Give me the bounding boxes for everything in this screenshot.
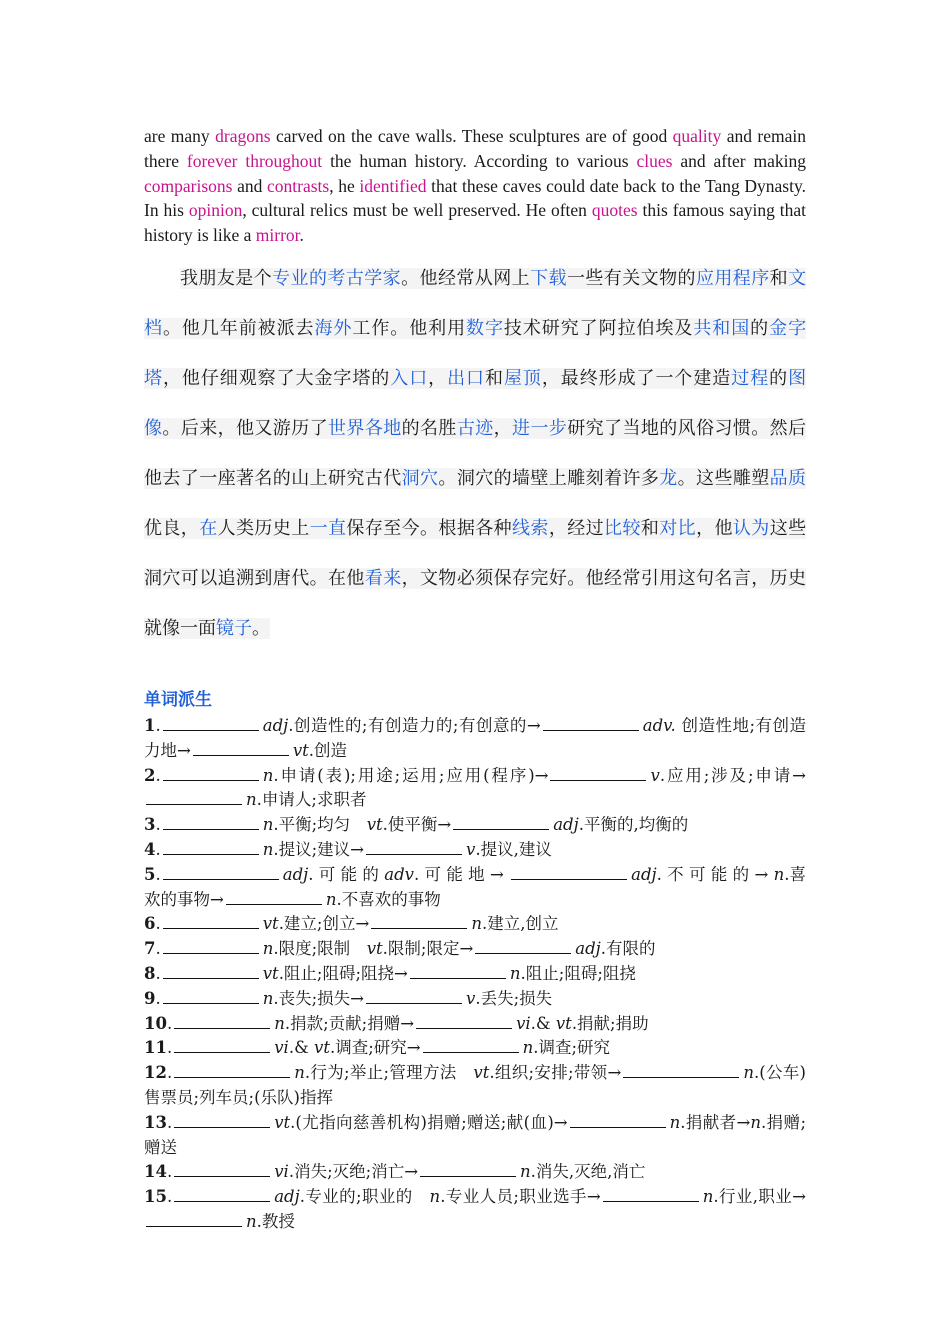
definition-text: .捐献;捐助 (571, 1013, 649, 1033)
part-of-speech: adj (553, 815, 579, 835)
highlighted-vocab-phrase: 金字塔 (144, 317, 807, 389)
part-of-speech: n (773, 864, 785, 884)
passage-text: , he (329, 175, 360, 196)
highlighted-vocab-phrase: 认为 (732, 517, 770, 539)
passage-text: 和 (769, 267, 789, 289)
answer-blank[interactable] (174, 1061, 290, 1078)
definition-text: .教授 (256, 1211, 295, 1231)
answer-blank[interactable] (511, 863, 627, 880)
part-of-speech: adj (274, 1187, 300, 1207)
item-number: 9 (144, 988, 156, 1008)
definition-text: .提议;建议→ (273, 839, 365, 859)
item-number: 11 (144, 1038, 167, 1058)
part-of-speech: n (471, 914, 482, 934)
derivation-item: 11. vi.& vt.调查;研究→ n.调查;研究 (144, 1038, 611, 1058)
definition-text: .组织;安排;带领→ (489, 1063, 622, 1083)
highlighted-vocab-phrase: 入口 (390, 367, 429, 389)
chinese-passage (144, 254, 806, 654)
part-of-speech: v (466, 839, 476, 859)
item-number: 13 (144, 1112, 167, 1132)
passage-text: and remain there (144, 126, 807, 171)
answer-blank[interactable] (146, 1210, 242, 1227)
definition-text: . 可 能 的 (308, 864, 385, 884)
part-of-speech: n (262, 939, 274, 959)
derivation-item: 14. vi.消失;灭绝;消亡→ n.消失,灭绝,消亡 (144, 1162, 646, 1182)
highlighted-vocab-word: forever throughout (186, 150, 323, 171)
definition-text: .有限的 (600, 939, 656, 959)
passage-text: and (232, 175, 268, 196)
derivation-item: 9. n.丧失;损失→ v.丢失;损失 (144, 988, 553, 1008)
answer-blank[interactable] (146, 788, 242, 805)
highlighted-vocab-phrase: 对比 (659, 517, 697, 539)
part-of-speech: n (246, 790, 257, 810)
highlighted-vocab-phrase: 专业的考古学家 (272, 267, 402, 289)
passage-text: the human history. According to various (322, 150, 637, 171)
highlighted-vocab-word: quotes (591, 200, 638, 221)
highlighted-vocab-phrase: 出口 (447, 367, 485, 389)
passage-text: ， (428, 367, 448, 389)
definition-text: .专业人员;职业选手→ (440, 1187, 601, 1207)
part-of-speech: n (294, 1063, 305, 1083)
highlighted-vocab-phrase: 洞穴 (401, 467, 439, 489)
definition-text: .申请人;求职者 (256, 790, 367, 810)
part-of-speech: vt (366, 939, 383, 959)
answer-blank[interactable] (174, 1185, 270, 1202)
answer-blank[interactable] (174, 1036, 270, 1053)
highlighted-vocab-phrase: 龙 (659, 467, 678, 489)
highlighted-vocab-phrase: 过程 (731, 367, 770, 389)
part-of-speech: vt (555, 1013, 572, 1033)
definition-text: .消失;灭绝;消亡→ (288, 1162, 419, 1182)
definition-text: .建立;创立→ (278, 914, 370, 934)
definition-text: .平衡的,均衡的 (578, 815, 689, 835)
passage-text: 。他经常从网上 (401, 267, 531, 289)
highlighted-vocab-phrase: 在 (199, 517, 218, 539)
part-of-speech: n (325, 889, 337, 909)
part-of-speech: n (669, 1112, 681, 1132)
answer-blank[interactable] (410, 962, 506, 979)
derivation-item: 15. adj.专业的;职业的 n.专业人员;职业选手→ n.行业,职业→n.教授 (144, 1187, 806, 1231)
answer-blank[interactable] (366, 838, 462, 855)
passage-text: 一些有关文物的 (566, 267, 696, 289)
part-of-speech: vi (516, 1013, 531, 1033)
answer-blank[interactable] (226, 888, 322, 905)
definition-text: .创造性的;有创造力的;有创意的→ (288, 715, 541, 735)
highlighted-vocab-phrase: 世界各地 (328, 417, 402, 439)
definition-text: .行业,职业→ (713, 1187, 806, 1207)
answer-blank[interactable] (423, 1036, 519, 1053)
answer-blank[interactable] (163, 813, 259, 830)
highlighted-vocab-phrase: 下载 (530, 267, 567, 289)
answer-blank[interactable] (163, 987, 259, 1004)
definition-text: .喜欢的事物→ (144, 864, 807, 909)
passage-text: 的 (750, 317, 770, 339)
answer-blank[interactable] (371, 912, 467, 929)
answer-blank[interactable] (163, 714, 259, 731)
item-number: 14 (144, 1162, 167, 1182)
item-number: 6 (144, 914, 156, 934)
answer-blank[interactable] (475, 937, 571, 954)
definition-text: .不喜欢的事物 (336, 889, 441, 909)
item-number: 10 (144, 1013, 167, 1033)
definition-text: .丧失;损失→ (273, 988, 365, 1008)
derivation-item: 10. n.捐款;贡献;捐赠→ vi.& vt.捐献;捐助 (144, 1013, 649, 1033)
definition-text: .平衡;均匀 (273, 815, 367, 835)
highlighted-vocab-phrase: 线索 (512, 517, 549, 539)
passage-text: 人类历史上 (217, 517, 310, 539)
answer-blank[interactable] (366, 987, 462, 1004)
highlighted-vocab-phrase: 品质 (769, 467, 807, 489)
passage-text: 的名胜 (401, 417, 457, 439)
part-of-speech: n (262, 815, 274, 835)
highlighted-vocab-word: quality (672, 126, 722, 146)
highlighted-vocab-word: clues (636, 150, 673, 171)
definition-text: 创造性地;有创造力地→ (144, 715, 806, 760)
part-of-speech: n (274, 1013, 285, 1033)
highlighted-vocab-word: comparisons (144, 175, 233, 196)
part-of-speech: n (246, 1211, 257, 1231)
passage-text: 和 (484, 367, 504, 389)
passage-text: 工作。他利用 (352, 317, 467, 339)
answer-blank[interactable] (623, 1061, 739, 1078)
passage-text: ，文物必须保存完好。他经常引用这句名言，历史就像一面 (144, 567, 807, 639)
highlighted-vocab-phrase: 数字 (466, 317, 504, 339)
passage-text: 优良， (144, 517, 200, 539)
passage-text: 。 (252, 617, 270, 639)
passage-text: this famous saying that history is like a (144, 200, 807, 246)
answer-blank[interactable] (174, 1111, 270, 1128)
definition-text: .使平衡→ (382, 815, 452, 835)
definition-text: .捐献者→ (680, 1112, 751, 1132)
definition-text: .(公车)售票员;列车员;(乐队)指挥 (144, 1063, 806, 1107)
definition-text: . 不 可 能 的 → (656, 864, 774, 884)
passage-text: 技术研究了阿拉伯埃及 (503, 317, 694, 339)
highlighted-vocab-word: mirror (255, 225, 300, 246)
passage-text: 。这些雕塑 (677, 467, 770, 489)
passage-text: ，经过 (548, 517, 605, 539)
part-of-speech: n (509, 963, 521, 983)
part-of-speech: n (750, 1112, 762, 1132)
passage-text: 。后来，他又游历了 (162, 417, 329, 439)
definition-text: .调查;研究 (533, 1038, 611, 1058)
part-of-speech: vt (314, 1038, 330, 1058)
definition-text: .& (530, 1013, 556, 1033)
passage-text: 。他几年前被派去 (162, 317, 315, 339)
highlighted-vocab-phrase: 进一步 (512, 417, 568, 439)
answer-blank[interactable] (416, 1012, 512, 1029)
definition-text: .捐赠;赠送 (144, 1112, 807, 1157)
passage-text: , cultural relics must be well preserved. He often (242, 200, 592, 221)
definition-text: .阻止;阻碍;阻挠 (520, 963, 636, 983)
definition-text: .消失,灭绝,消亡 (530, 1162, 646, 1182)
part-of-speech: vt (473, 1063, 490, 1083)
definition-text: .丢失;损失 (475, 988, 553, 1008)
part-of-speech: v (650, 765, 660, 785)
derivation-item: 12. n.行为;举止;管理方法 vt.组织;安排;带领→ n.(公车)售票员;列车员;(乐队)指挥 (144, 1063, 806, 1107)
item-number: 4 (144, 839, 156, 859)
passage-text: 研究了当地的风俗习惯。然后他去了一座著名的山上研究古代 (144, 417, 807, 489)
derivation-item: 3. n.平衡;均匀 vt.使平衡→ adj.平衡的,均衡的 (144, 815, 689, 835)
definition-text: .阻止;阻碍;阻挠→ (278, 963, 408, 983)
passage-text: 和 (640, 517, 660, 539)
answer-blank[interactable] (163, 838, 259, 855)
derivation-item: 6. vt.建立;创立→ n.建立,创立 (144, 914, 559, 934)
highlighted-vocab-word: identified (359, 175, 427, 196)
highlighted-vocab-word: dragons (215, 126, 271, 146)
definition-text: .建立,创立 (481, 914, 559, 934)
passage-text: ，他仔细观察了大金字塔的 (162, 367, 391, 389)
item-number: 8 (144, 963, 156, 983)
item-number: 2 (144, 765, 156, 785)
part-of-speech: n (520, 1162, 531, 1182)
answer-blank[interactable] (570, 1111, 666, 1128)
passage-text: 我朋友是个 (180, 267, 273, 289)
definition-text: .申请(表);用途;运用;应用(程序)→ (273, 765, 549, 785)
passage-text: 。洞穴的墙壁上雕刻着许多 (438, 467, 660, 489)
part-of-speech: n (702, 1187, 714, 1207)
definition-text: .捐款;贡献;捐赠→ (284, 1013, 415, 1033)
part-of-speech: vt (262, 914, 279, 934)
passage-text: that these caves could date back to the Tang Dynasty. In his (144, 175, 806, 221)
part-of-speech: adj (262, 715, 289, 735)
definition-text: .限度;限制 (273, 939, 367, 959)
item-number: 12 (144, 1063, 167, 1083)
definition-text: .调查;研究→ (329, 1038, 421, 1058)
derivation-item: 13. vt.(尤指向慈善机构)捐赠;赠送;献(血)→ n.捐献者→n.捐赠;赠送 (144, 1112, 807, 1157)
part-of-speech: vt (366, 815, 383, 835)
answer-blank[interactable] (420, 1160, 516, 1177)
part-of-speech: adj (631, 864, 657, 884)
highlighted-vocab-phrase: 古迹 (456, 417, 494, 439)
part-of-speech: n (262, 765, 274, 785)
passage-text: and after making (672, 150, 807, 171)
part-of-speech: adv. (642, 715, 676, 735)
definition-text: .& (288, 1038, 315, 1058)
item-number: 5 (144, 864, 156, 884)
answer-blank[interactable] (550, 764, 646, 781)
derivation-item: 5. adj. 可 能 的 adv. 可 能 地 → adj. 不 可 能 的 → n.喜欢的事物→ n.不喜欢的事物 (144, 864, 807, 909)
derivation-item: 2. n.申请(表);用途;运用;应用(程序)→ v.应用;涉及;申请→n.申请人;求职者 (144, 765, 806, 810)
highlighted-vocab-phrase: 应用程序 (695, 267, 770, 289)
part-of-speech: vt (274, 1112, 291, 1132)
item-number: 7 (144, 939, 156, 959)
part-of-speech: v (466, 988, 476, 1008)
part-of-speech: n (262, 839, 274, 859)
part-of-speech: adj (282, 864, 309, 884)
part-of-speech: n (262, 988, 274, 1008)
part-of-speech: vi (274, 1162, 289, 1182)
section-title: 单词派生 (144, 689, 212, 710)
derivation-item: 4. n.提议;建议→ v.提议,建议 (144, 839, 552, 859)
definition-text: .专业的;职业的 (299, 1187, 430, 1207)
highlighted-vocab-phrase: 比较 (604, 517, 641, 539)
highlighted-vocab-phrase: 文档 (144, 267, 807, 339)
derivation-item: 8. vt.阻止;阻碍;阻挠→ n.阻止;阻碍;阻挠 (144, 963, 636, 983)
answer-blank[interactable] (603, 1185, 699, 1202)
passage-text: 保存至今。根据各种 (346, 517, 513, 539)
part-of-speech: adv (384, 864, 414, 884)
part-of-speech: vt (292, 740, 309, 760)
highlighted-vocab-phrase: 海外 (314, 317, 353, 339)
answer-blank[interactable] (163, 912, 259, 929)
definition-text: .限制;限定→ (382, 939, 474, 959)
answer-blank[interactable] (453, 813, 549, 830)
answer-blank[interactable] (193, 739, 289, 756)
document-page (144, 124, 806, 1235)
highlighted-vocab-phrase: 镜子 (216, 617, 252, 639)
part-of-speech: vi (274, 1038, 289, 1058)
highlighted-vocab-phrase: 看来 (364, 567, 402, 589)
item-number: 1 (144, 715, 156, 735)
derivation-item: 7. n.限度;限制 vt.限制;限定→ adj.有限的 (144, 939, 656, 959)
definition-text: .(尤指向慈善机构)捐赠;赠送;献(血)→ (290, 1112, 568, 1132)
derivation-list (144, 714, 806, 1235)
highlighted-vocab-word: contrasts (267, 175, 330, 196)
answer-blank[interactable] (543, 714, 639, 731)
passage-text: 这些洞穴可以追溯到唐代。在他 (144, 517, 807, 589)
part-of-speech: n (743, 1063, 754, 1083)
answer-blank[interactable] (163, 863, 279, 880)
answer-blank[interactable] (163, 937, 259, 954)
highlighted-vocab-phrase: 共和国 (693, 317, 751, 339)
part-of-speech: adj (575, 939, 601, 959)
highlighted-vocab-word: opinion (188, 200, 243, 221)
highlighted-vocab-phrase: 图像 (144, 367, 807, 439)
part-of-speech: n (522, 1038, 534, 1058)
highlighted-vocab-phrase: 一直 (309, 517, 347, 539)
answer-blank[interactable] (163, 764, 259, 781)
passage-text: are many (144, 126, 216, 146)
item-number: 15 (144, 1187, 167, 1207)
definition-text: .提议,建议 (475, 839, 552, 859)
passage-text: carved on the cave walls. These sculptures are of good (270, 126, 673, 146)
definition-text: . 可 能 地 → (414, 864, 510, 884)
answer-blank[interactable] (174, 1160, 270, 1177)
passage-text: ，他 (696, 517, 733, 539)
definition-text: .行为;举止;管理方法 (304, 1063, 474, 1083)
passage-text: 的 (769, 367, 789, 389)
part-of-speech: n (429, 1187, 441, 1207)
definition-text: .创造 (308, 740, 348, 760)
passage-text: ，最终形成了一个建造 (541, 367, 732, 389)
definition-text: .应用;涉及;申请→ (659, 765, 806, 785)
highlighted-vocab-phrase: 屋顶 (503, 367, 542, 389)
derivation-item: 1. adj.创造性的;有创造力的;有创意的→ adv. 创造性地;有创造力地→ vt.创造 (144, 715, 806, 760)
answer-blank[interactable] (163, 962, 259, 979)
passage-text: . (299, 225, 304, 246)
english-passage (144, 124, 806, 248)
part-of-speech: vt (262, 963, 279, 983)
passage-text: ， (493, 417, 513, 439)
item-number: 3 (144, 815, 156, 835)
answer-blank[interactable] (174, 1012, 270, 1029)
